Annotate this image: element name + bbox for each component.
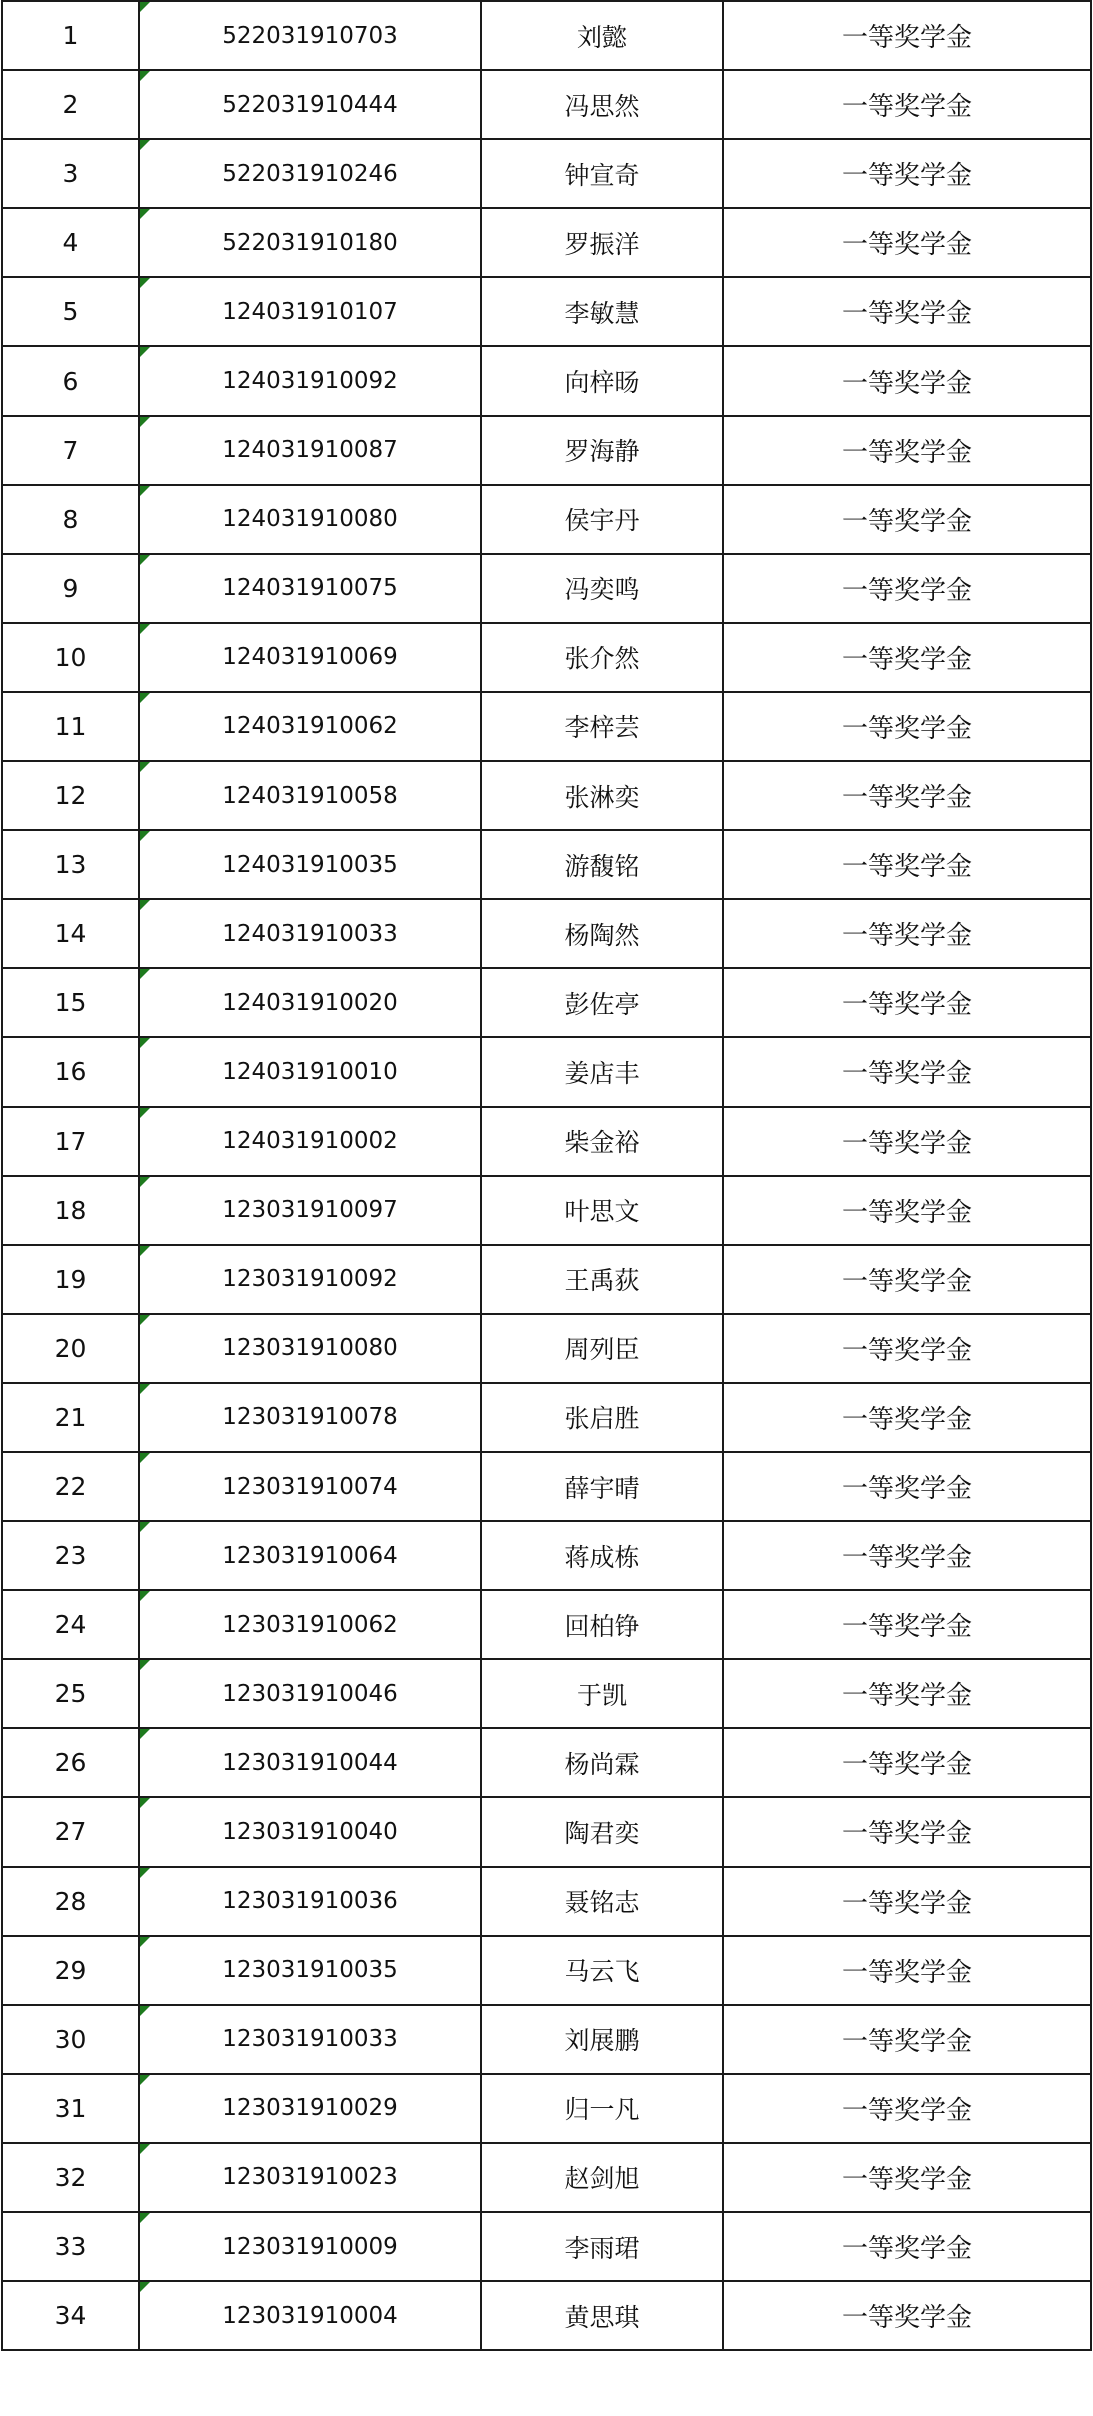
number-stored-as-text-flag-icon [140,2075,150,2085]
number-stored-as-text-flag-icon [140,762,150,772]
cell-award[interactable]: 一等奖学金 [723,1521,1091,1590]
cell-student-name[interactable]: 张启胜 [481,1383,723,1452]
cell-award[interactable]: 一等奖学金 [723,208,1091,277]
cell-student-name[interactable]: 刘展鹏 [481,2005,723,2074]
student-id-text: 123031910035 [222,1957,398,1984]
number-stored-as-text-flag-icon [140,1315,150,1325]
cell-student-name[interactable]: 冯奕鸣 [481,554,723,623]
cell-row-number[interactable]: 34 [2,2281,139,2350]
cell-award[interactable]: 一等奖学金 [723,1728,1091,1797]
number-stored-as-text-flag-icon [140,2213,150,2223]
cell-student-id[interactable] [139,1728,481,1797]
cell-student-name[interactable]: 赵剑旭 [481,2143,723,2212]
cell-award[interactable]: 一等奖学金 [723,1590,1091,1659]
cell-row-number[interactable]: 12 [2,761,139,830]
table-row [2,2281,1091,2350]
cell-row-number[interactable]: 16 [2,1037,139,1106]
cell-student-name[interactable]: 冯思然 [481,70,723,139]
cell-student-id[interactable] [139,830,481,899]
number-stored-as-text-flag-icon [140,969,150,979]
cell-row-number[interactable]: 18 [2,1176,139,1245]
cell-row-number[interactable]: 9 [2,554,139,623]
number-stored-as-text-flag-icon [140,1729,150,1739]
cell-student-id[interactable] [139,346,481,415]
cell-award[interactable]: 一等奖学金 [723,485,1091,554]
cell-row-number[interactable]: 8 [2,485,139,554]
table-row [2,1107,1091,1176]
cell-student-name[interactable]: 王禹荻 [481,1245,723,1314]
number-stored-as-text-flag-icon [140,1798,150,1808]
cell-row-number[interactable]: 30 [2,2005,139,2074]
number-stored-as-text-flag-icon [140,347,150,357]
cell-row-number[interactable]: 28 [2,1867,139,1936]
cell-award[interactable]: 一等奖学金 [723,1936,1091,2005]
cell-award[interactable]: 一等奖学金 [723,968,1091,1037]
cell-row-number[interactable]: 29 [2,1936,139,2005]
cell-student-id[interactable] [139,485,481,554]
cell-student-id[interactable] [139,1107,481,1176]
number-stored-as-text-flag-icon [140,1660,150,1670]
cell-student-id[interactable] [139,2281,481,2350]
cell-student-id[interactable] [139,1936,481,2005]
cell-student-name[interactable]: 柴金裕 [481,1107,723,1176]
cell-student-id[interactable] [139,1867,481,1936]
cell-student-name[interactable]: 张淋奕 [481,761,723,830]
cell-student-name[interactable]: 张介然 [481,623,723,692]
student-id-text: 124031910092 [222,368,398,395]
table-row [2,623,1091,692]
cell-student-id[interactable] [139,277,481,346]
cell-student-id[interactable] [139,1590,481,1659]
cell-student-id[interactable] [139,1,481,70]
cell-award[interactable]: 一等奖学金 [723,277,1091,346]
student-id-text: 123031910036 [222,1888,398,1915]
student-id-text: 124031910075 [222,575,398,602]
number-stored-as-text-flag-icon [140,140,150,150]
table-row [2,1797,1091,1866]
cell-award[interactable]: 一等奖学金 [723,1107,1091,1176]
cell-student-id[interactable] [139,2074,481,2143]
number-stored-as-text-flag-icon [140,900,150,910]
number-stored-as-text-flag-icon [140,1522,150,1532]
cell-row-number[interactable]: 14 [2,899,139,968]
cell-row-number[interactable]: 25 [2,1659,139,1728]
cell-row-number[interactable]: 26 [2,1728,139,1797]
student-id-text: 522031910180 [222,229,398,256]
table-row [2,1245,1091,1314]
cell-award[interactable]: 一等奖学金 [723,761,1091,830]
cell-row-number[interactable]: 24 [2,1590,139,1659]
student-id-text: 124031910035 [222,851,398,878]
cell-student-id[interactable] [139,139,481,208]
table-row [2,968,1091,1037]
table-row [2,1383,1091,1452]
cell-row-number[interactable]: 15 [2,968,139,1037]
student-id-text: 124031910020 [222,989,398,1016]
cell-row-number[interactable]: 1 [2,1,139,70]
student-id-text: 124031910033 [222,920,398,947]
table-row [2,277,1091,346]
number-stored-as-text-flag-icon [140,71,150,81]
table-row [2,554,1091,623]
cell-student-id[interactable] [139,2143,481,2212]
cell-award[interactable]: 一等奖学金 [723,899,1091,968]
cell-student-name[interactable]: 蒋成栋 [481,1521,723,1590]
student-id-text: 124031910069 [222,644,398,671]
cell-student-id[interactable] [139,70,481,139]
number-stored-as-text-flag-icon [140,2282,150,2292]
number-stored-as-text-flag-icon [140,693,150,703]
table-row [2,830,1091,899]
cell-student-name[interactable]: 罗海静 [481,416,723,485]
number-stored-as-text-flag-icon [140,486,150,496]
cell-student-id[interactable] [139,761,481,830]
number-stored-as-text-flag-icon [140,2,150,12]
cell-student-name[interactable]: 叶思文 [481,1176,723,1245]
cell-award[interactable]: 一等奖学金 [723,2281,1091,2350]
table-row [2,1590,1091,1659]
cell-student-name[interactable]: 马云飞 [481,1936,723,2005]
cell-row-number[interactable]: 23 [2,1521,139,1590]
student-id-text: 123031910009 [222,2233,398,2260]
student-id-text: 123031910033 [222,2026,398,2053]
cell-student-name[interactable]: 向梓旸 [481,346,723,415]
cell-student-name[interactable]: 陶君奕 [481,1797,723,1866]
cell-student-name[interactable]: 黄思琪 [481,2281,723,2350]
cell-row-number[interactable]: 33 [2,2212,139,2281]
number-stored-as-text-flag-icon [140,417,150,427]
cell-student-id[interactable] [139,623,481,692]
cell-award[interactable]: 一等奖学金 [723,416,1091,485]
cell-student-name[interactable]: 侯宇丹 [481,485,723,554]
cell-row-number[interactable]: 17 [2,1107,139,1176]
table-row [2,1452,1091,1521]
table-row [2,692,1091,761]
cell-row-number[interactable]: 3 [2,139,139,208]
student-id-text: 123031910074 [222,1473,398,1500]
number-stored-as-text-flag-icon [140,1868,150,1878]
cell-award[interactable]: 一等奖学金 [723,623,1091,692]
cell-student-id[interactable] [139,416,481,485]
cell-award[interactable]: 一等奖学金 [723,70,1091,139]
table-row [2,346,1091,415]
cell-student-name[interactable]: 于凯 [481,1659,723,1728]
student-id-text: 124031910010 [222,1058,398,1085]
student-id-text: 123031910023 [222,2164,398,2191]
cell-award[interactable]: 一等奖学金 [723,139,1091,208]
student-id-text: 124031910062 [222,713,398,740]
cell-student-name[interactable]: 李敏慧 [481,277,723,346]
student-id-text: 123031910092 [222,1266,398,1293]
table-row [2,761,1091,830]
table-row [2,416,1091,485]
cell-award[interactable]: 一等奖学金 [723,1037,1091,1106]
cell-student-id[interactable] [139,2005,481,2074]
cell-award[interactable]: 一等奖学金 [723,692,1091,761]
table-row [2,485,1091,554]
cell-award[interactable]: 一等奖学金 [723,830,1091,899]
cell-student-id[interactable] [139,554,481,623]
student-id-text: 124031910107 [222,298,398,325]
student-id-text: 124031910087 [222,437,398,464]
number-stored-as-text-flag-icon [140,1384,150,1394]
student-id-text: 522031910703 [222,22,398,49]
cell-award[interactable]: 一等奖学金 [723,1383,1091,1452]
student-id-text: 522031910246 [222,160,398,187]
table-row [2,2074,1091,2143]
cell-student-name[interactable]: 姜店丰 [481,1037,723,1106]
number-stored-as-text-flag-icon [140,1108,150,1118]
table-row [2,2143,1091,2212]
cell-student-id[interactable] [139,1452,481,1521]
student-id-text: 124031910080 [222,506,398,533]
table-row [2,70,1091,139]
cell-row-number[interactable]: 6 [2,346,139,415]
student-id-text: 123031910004 [222,2302,398,2329]
cell-student-name[interactable]: 罗振洋 [481,208,723,277]
cell-row-number[interactable]: 10 [2,623,139,692]
student-id-text: 123031910029 [222,2095,398,2122]
table-row [2,2005,1091,2074]
number-stored-as-text-flag-icon [140,1246,150,1256]
cell-student-name[interactable]: 游馥铭 [481,830,723,899]
student-id-text: 123031910044 [222,1749,398,1776]
cell-award[interactable]: 一等奖学金 [723,1176,1091,1245]
cell-award[interactable]: 一等奖学金 [723,1,1091,70]
student-id-text: 123031910080 [222,1335,398,1362]
table-row [2,2212,1091,2281]
cell-student-name[interactable]: 归一凡 [481,2074,723,2143]
student-id-text: 123031910062 [222,1611,398,1638]
cell-award[interactable]: 一等奖学金 [723,1867,1091,1936]
cell-student-name[interactable]: 薛宇晴 [481,1452,723,1521]
number-stored-as-text-flag-icon [140,1591,150,1601]
cell-award[interactable]: 一等奖学金 [723,2143,1091,2212]
cell-award[interactable]: 一等奖学金 [723,2005,1091,2074]
cell-student-name[interactable]: 杨陶然 [481,899,723,968]
student-id-text: 123031910078 [222,1404,398,1431]
student-id-text: 123031910046 [222,1680,398,1707]
cell-row-number[interactable]: 2 [2,70,139,139]
scholarship-table [1,0,1092,2351]
cell-award[interactable]: 一等奖学金 [723,2212,1091,2281]
cell-student-id[interactable] [139,692,481,761]
table-row [2,139,1091,208]
cell-student-id[interactable] [139,1176,481,1245]
cell-student-name[interactable]: 刘懿 [481,1,723,70]
cell-student-id[interactable] [139,1383,481,1452]
table-row [2,1521,1091,1590]
number-stored-as-text-flag-icon [140,2006,150,2016]
student-id-text: 522031910444 [222,91,398,118]
table-row [2,899,1091,968]
cell-student-id[interactable] [139,899,481,968]
cell-row-number[interactable]: 5 [2,277,139,346]
cell-row-number[interactable]: 13 [2,830,139,899]
number-stored-as-text-flag-icon [140,209,150,219]
number-stored-as-text-flag-icon [140,2144,150,2154]
cell-award[interactable]: 一等奖学金 [723,1797,1091,1866]
cell-student-id[interactable] [139,1037,481,1106]
cell-row-number[interactable]: 27 [2,1797,139,1866]
table-row [2,1037,1091,1106]
cell-row-number[interactable]: 7 [2,416,139,485]
cell-award[interactable]: 一等奖学金 [723,1659,1091,1728]
table-row [2,1659,1091,1728]
cell-student-name[interactable]: 李雨珺 [481,2212,723,2281]
cell-student-name[interactable]: 杨尚霖 [481,1728,723,1797]
cell-student-id[interactable] [139,968,481,1037]
table-row [2,1936,1091,2005]
cell-row-number[interactable]: 4 [2,208,139,277]
number-stored-as-text-flag-icon [140,1453,150,1463]
cell-student-name[interactable]: 聂铭志 [481,1867,723,1936]
number-stored-as-text-flag-icon [140,278,150,288]
cell-row-number[interactable]: 19 [2,1245,139,1314]
cell-student-name[interactable]: 彭佐亭 [481,968,723,1037]
cell-row-number[interactable]: 20 [2,1314,139,1383]
number-stored-as-text-flag-icon [140,555,150,565]
cell-award[interactable]: 一等奖学金 [723,1245,1091,1314]
table-row [2,1314,1091,1383]
cell-award[interactable]: 一等奖学金 [723,1314,1091,1383]
table-row [2,1867,1091,1936]
cell-award[interactable]: 一等奖学金 [723,554,1091,623]
student-id-text: 124031910058 [222,782,398,809]
cell-student-name[interactable]: 回柏铮 [481,1590,723,1659]
number-stored-as-text-flag-icon [140,831,150,841]
cell-row-number[interactable]: 31 [2,2074,139,2143]
table-body [2,1,1091,2350]
table-row [2,1176,1091,1245]
number-stored-as-text-flag-icon [140,1038,150,1048]
cell-student-id[interactable] [139,1521,481,1590]
student-id-text: 123031910064 [222,1542,398,1569]
cell-row-number[interactable]: 11 [2,692,139,761]
number-stored-as-text-flag-icon [140,624,150,634]
cell-award[interactable]: 一等奖学金 [723,346,1091,415]
cell-row-number[interactable]: 22 [2,1452,139,1521]
cell-student-name[interactable]: 李梓芸 [481,692,723,761]
cell-student-id[interactable] [139,1659,481,1728]
cell-award[interactable]: 一等奖学金 [723,2074,1091,2143]
student-id-text: 124031910002 [222,1128,398,1155]
cell-student-id[interactable] [139,1314,481,1383]
table-row [2,1,1091,70]
table-row [2,1728,1091,1797]
student-id-text: 123031910097 [222,1197,398,1224]
cell-student-name[interactable]: 钟宣奇 [481,139,723,208]
cell-student-id[interactable] [139,2212,481,2281]
number-stored-as-text-flag-icon [140,1177,150,1187]
student-id-text: 123031910040 [222,1818,398,1845]
cell-award[interactable]: 一等奖学金 [723,1452,1091,1521]
table-row [2,208,1091,277]
cell-row-number[interactable]: 32 [2,2143,139,2212]
cell-student-id[interactable] [139,1797,481,1866]
cell-row-number[interactable]: 21 [2,1383,139,1452]
cell-student-id[interactable] [139,1245,481,1314]
cell-student-name[interactable]: 周列臣 [481,1314,723,1383]
number-stored-as-text-flag-icon [140,1937,150,1947]
cell-student-id[interactable] [139,208,481,277]
